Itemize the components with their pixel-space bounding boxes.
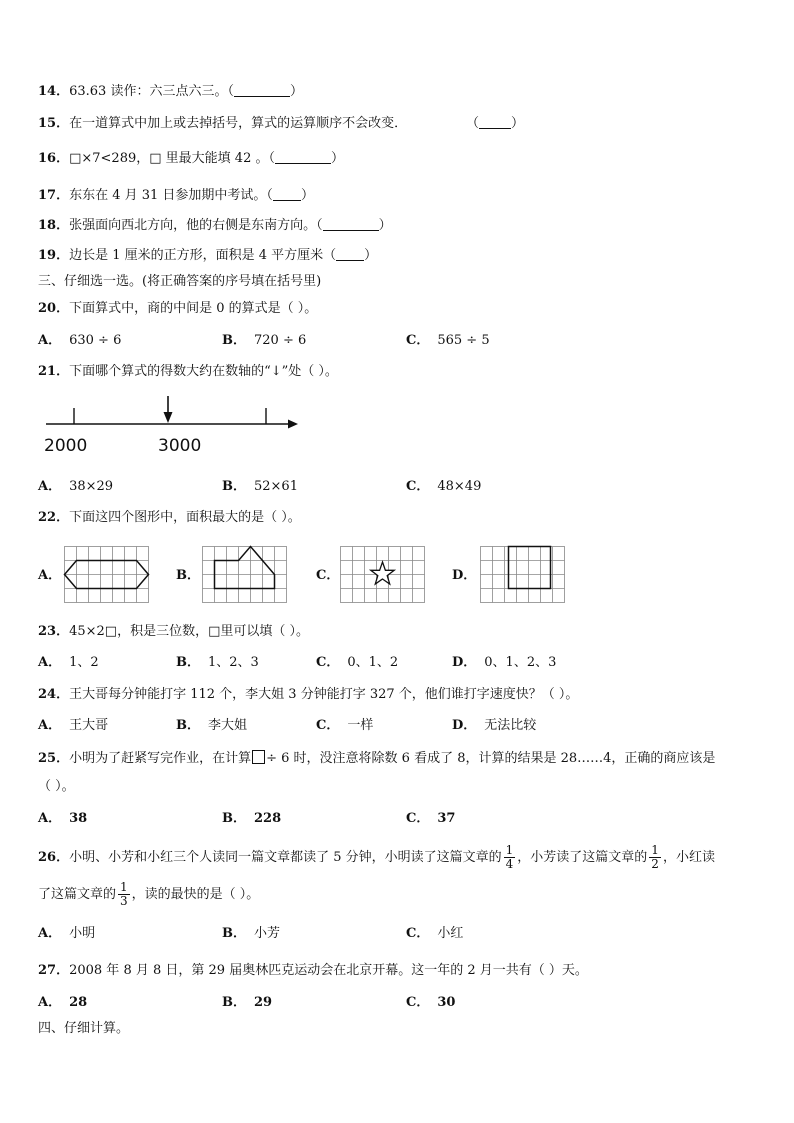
q21-option-c[interactable] (406, 479, 481, 495)
option-label: A． (38, 479, 62, 494)
option-label: C． (406, 995, 430, 1010)
option-label: C． (406, 811, 430, 826)
square-shape (509, 547, 551, 589)
question-number: 14． (38, 84, 70, 99)
question-text-cont: ÷ 6 时，没注意将除数 6 看成了 8，计算的结果是 28……4，正确的商应该是 (266, 751, 716, 766)
option-label: B． (222, 995, 246, 1010)
option-label: A． (38, 718, 62, 733)
option-text: 小明 (69, 926, 96, 941)
q21-option-a[interactable] (38, 479, 113, 495)
grid (481, 547, 565, 603)
option-label: A． (38, 333, 62, 348)
question-18 (38, 218, 392, 234)
question-23 (38, 624, 309, 640)
paren-close: ） (378, 218, 392, 233)
question-25-line2: （ ）。 (38, 779, 75, 794)
answer-blank[interactable] (479, 116, 511, 129)
question-number: 20． (38, 301, 70, 316)
section-3-heading: 三、仔细选一选。(将正确答案的序号填在括号里) (38, 274, 322, 289)
q22-label-d[interactable]: D． (452, 568, 477, 583)
question-text-cont: ，读的最快的是（ ）。 (131, 887, 260, 902)
option-text: 无法比较 (484, 718, 537, 733)
q24-option-b[interactable] (176, 718, 247, 734)
question-19 (38, 248, 377, 264)
question-text: 在一道算式中加上或去掉括号，算式的运算顺序不会改变． (69, 116, 408, 131)
answer-blank[interactable] (323, 218, 379, 231)
paren-open: （ (466, 116, 480, 131)
option-text: 38×29 (69, 479, 114, 494)
q22-label-b[interactable]: B． (176, 568, 200, 583)
q23-option-c[interactable] (316, 655, 398, 671)
question-number: 26． (38, 850, 70, 865)
option-label: A． (38, 926, 62, 941)
question-text-cont: ，小红读 (662, 850, 715, 865)
q27-option-b[interactable] (222, 995, 272, 1011)
option-text: 李大姐 (208, 718, 248, 733)
option-label: C． (316, 655, 340, 670)
paren-close: ） (289, 84, 303, 99)
question-text: 张强面向西北方向，他的右侧是东南方向。（ (69, 218, 323, 233)
option-text: 52×61 (254, 479, 298, 494)
option-label: C． (406, 479, 430, 494)
q22-label-c[interactable]: C． (316, 568, 340, 583)
q22-figure-b (202, 546, 288, 604)
answer-blank[interactable] (273, 188, 301, 201)
question-20 (38, 301, 317, 317)
q27-option-c[interactable] (406, 995, 455, 1011)
option-label: D． (452, 655, 477, 670)
option-text: 0、1、2、3 (484, 655, 557, 670)
question-17 (38, 188, 314, 204)
option-label: A． (38, 995, 62, 1010)
down-arrow-head (164, 412, 173, 423)
answer-blank[interactable] (275, 151, 331, 164)
option-text: 48×49 (437, 479, 482, 494)
question-number: 24． (38, 687, 70, 702)
question-text-cont: 了这篇文章的 (38, 887, 117, 902)
option-label: B． (222, 926, 246, 941)
option-label: B． (222, 811, 246, 826)
option-text: 小芳 (254, 926, 281, 941)
option-text: 30 (437, 995, 456, 1010)
question-number: 22． (38, 510, 70, 525)
question-text: 2008 年 8 月 8 日，第 29 届奥林匹克运动会在北京开幕。这一年的 2 月一共有（ ）天。 (69, 963, 588, 978)
option-label: A． (38, 655, 62, 670)
axis-label-3000: 3000 (158, 436, 202, 456)
paren-close: ） (511, 116, 525, 131)
question-text: 下面算式中，商的中间是 0 的算式是（ ）。 (69, 301, 318, 316)
option-label: B． (222, 333, 246, 348)
option-text: 565 ÷ 5 (437, 333, 490, 348)
option-text: 0、1、2 (347, 655, 399, 670)
option-label: C． (406, 926, 430, 941)
numerator: 1 (651, 843, 659, 857)
question-24 (38, 687, 578, 703)
fraction-1-2 (649, 844, 661, 871)
q26-option-b[interactable] (222, 926, 280, 942)
q24-option-d[interactable] (452, 718, 536, 734)
question-text: 下面哪个算式的得数大约在数轴的“↓”处（ ）。 (69, 364, 338, 379)
question-text-cont: ，小芳读了这篇文章的 (517, 850, 648, 865)
option-label: B． (176, 718, 200, 733)
question-text: 小明、小芳和小红三个人读同一篇文章都读了 5 分钟，小明读了这篇文章的 (69, 850, 502, 865)
q26-option-c[interactable] (406, 926, 463, 942)
q26-option-a[interactable] (38, 926, 95, 942)
option-text: 228 (254, 811, 282, 826)
denominator: 4 (505, 857, 514, 871)
question-text: □×7<289，□ 里最大能填 42 。（ (69, 151, 275, 166)
paren-close: ） (300, 188, 314, 203)
question-25 (38, 750, 715, 767)
q22-figure-d (480, 546, 566, 604)
q23-option-b[interactable] (176, 655, 259, 671)
paren-close: ） (364, 248, 378, 263)
question-text: 下面这四个图形中，面积最大的是（ ）。 (69, 510, 301, 525)
question-number: 21． (38, 364, 70, 379)
option-text: 1、2、3 (208, 655, 259, 670)
option-text: 小红 (437, 926, 464, 941)
q24-option-a[interactable] (38, 718, 108, 734)
section-4-heading: 四、仔细计算。 (38, 1021, 130, 1036)
question-text: 63.63 读作：六三点六三。（ (69, 84, 234, 99)
question-text: 边长是 1 厘米的正方形，面积是 4 平方厘米（ (69, 248, 337, 263)
option-text: 37 (437, 811, 456, 826)
paren-close: ） (330, 151, 344, 166)
q20-option-b[interactable] (222, 333, 306, 349)
q27-option-a[interactable] (38, 995, 87, 1011)
question-number: 19． (38, 248, 70, 263)
axis-arrowhead (288, 420, 298, 429)
q22-figure-a (64, 546, 150, 604)
option-text: 一样 (347, 718, 374, 733)
axis-label-2000: 2000 (44, 436, 88, 456)
question-14 (38, 84, 303, 100)
q23-option-a[interactable] (38, 655, 99, 671)
option-text: 1、2 (69, 655, 99, 670)
grid (65, 547, 149, 603)
pentagon-shape (215, 547, 275, 589)
answer-paren (466, 116, 524, 132)
question-15 (38, 116, 525, 132)
q20-option-a[interactable] (38, 333, 121, 349)
q22-label-a[interactable]: A． (38, 568, 62, 583)
option-text: 720 ÷ 6 (254, 333, 307, 348)
option-label: C． (316, 718, 340, 733)
question-21 (38, 364, 338, 380)
option-label: A． (38, 811, 62, 826)
question-26-line2 (38, 880, 259, 910)
question-number: 16． (38, 151, 70, 166)
denominator: 3 (120, 894, 128, 908)
question-number: 17． (38, 188, 70, 203)
fraction-1-3 (118, 881, 130, 908)
question-text: 东东在 4 月 31 日参加期中考试。（ (69, 188, 273, 203)
question-16 (38, 151, 344, 167)
question-number: 27． (38, 963, 70, 978)
option-label: D． (452, 718, 477, 733)
fraction-1-4 (504, 844, 516, 871)
option-text: 29 (254, 995, 273, 1010)
q21-option-b[interactable] (222, 479, 298, 495)
q22-figure-c (340, 546, 426, 604)
q24-option-c[interactable] (316, 718, 373, 734)
question-text: 王大哥每分钟能打字 112 个，李大姐 3 分钟能打字 327 个，他们谁打字速度快？（ ）。 (69, 687, 579, 702)
option-text: 630 ÷ 6 (69, 333, 122, 348)
q25-option-c[interactable] (406, 811, 455, 827)
answer-blank[interactable] (336, 248, 364, 261)
option-label: C． (406, 333, 430, 348)
question-27 (38, 963, 588, 979)
empty-box-icon (252, 750, 265, 764)
question-22 (38, 510, 301, 526)
answer-blank[interactable] (234, 84, 290, 97)
star-icon (371, 562, 394, 584)
question-number: 25． (38, 751, 70, 766)
q20-option-c[interactable] (406, 333, 490, 349)
option-label: B． (222, 479, 246, 494)
denominator: 2 (651, 857, 659, 871)
question-26 (38, 843, 715, 873)
question-number: 23． (38, 624, 70, 639)
question-text: 45×2□，积是三位数，□里可以填（ ）。 (69, 624, 309, 639)
question-number: 15． (38, 116, 70, 131)
q25-option-a[interactable] (38, 811, 87, 827)
q25-option-b[interactable] (222, 811, 281, 827)
numerator: 1 (120, 880, 128, 894)
option-text: 28 (69, 995, 88, 1010)
option-label: B． (176, 655, 200, 670)
numerator: 1 (505, 843, 514, 857)
question-number: 18． (38, 218, 70, 233)
q23-option-d[interactable] (452, 655, 556, 671)
option-text: 王大哥 (69, 718, 109, 733)
question-text: 小明为了赶紧写完作业，在计算 (69, 751, 252, 766)
option-text: 38 (69, 811, 88, 826)
